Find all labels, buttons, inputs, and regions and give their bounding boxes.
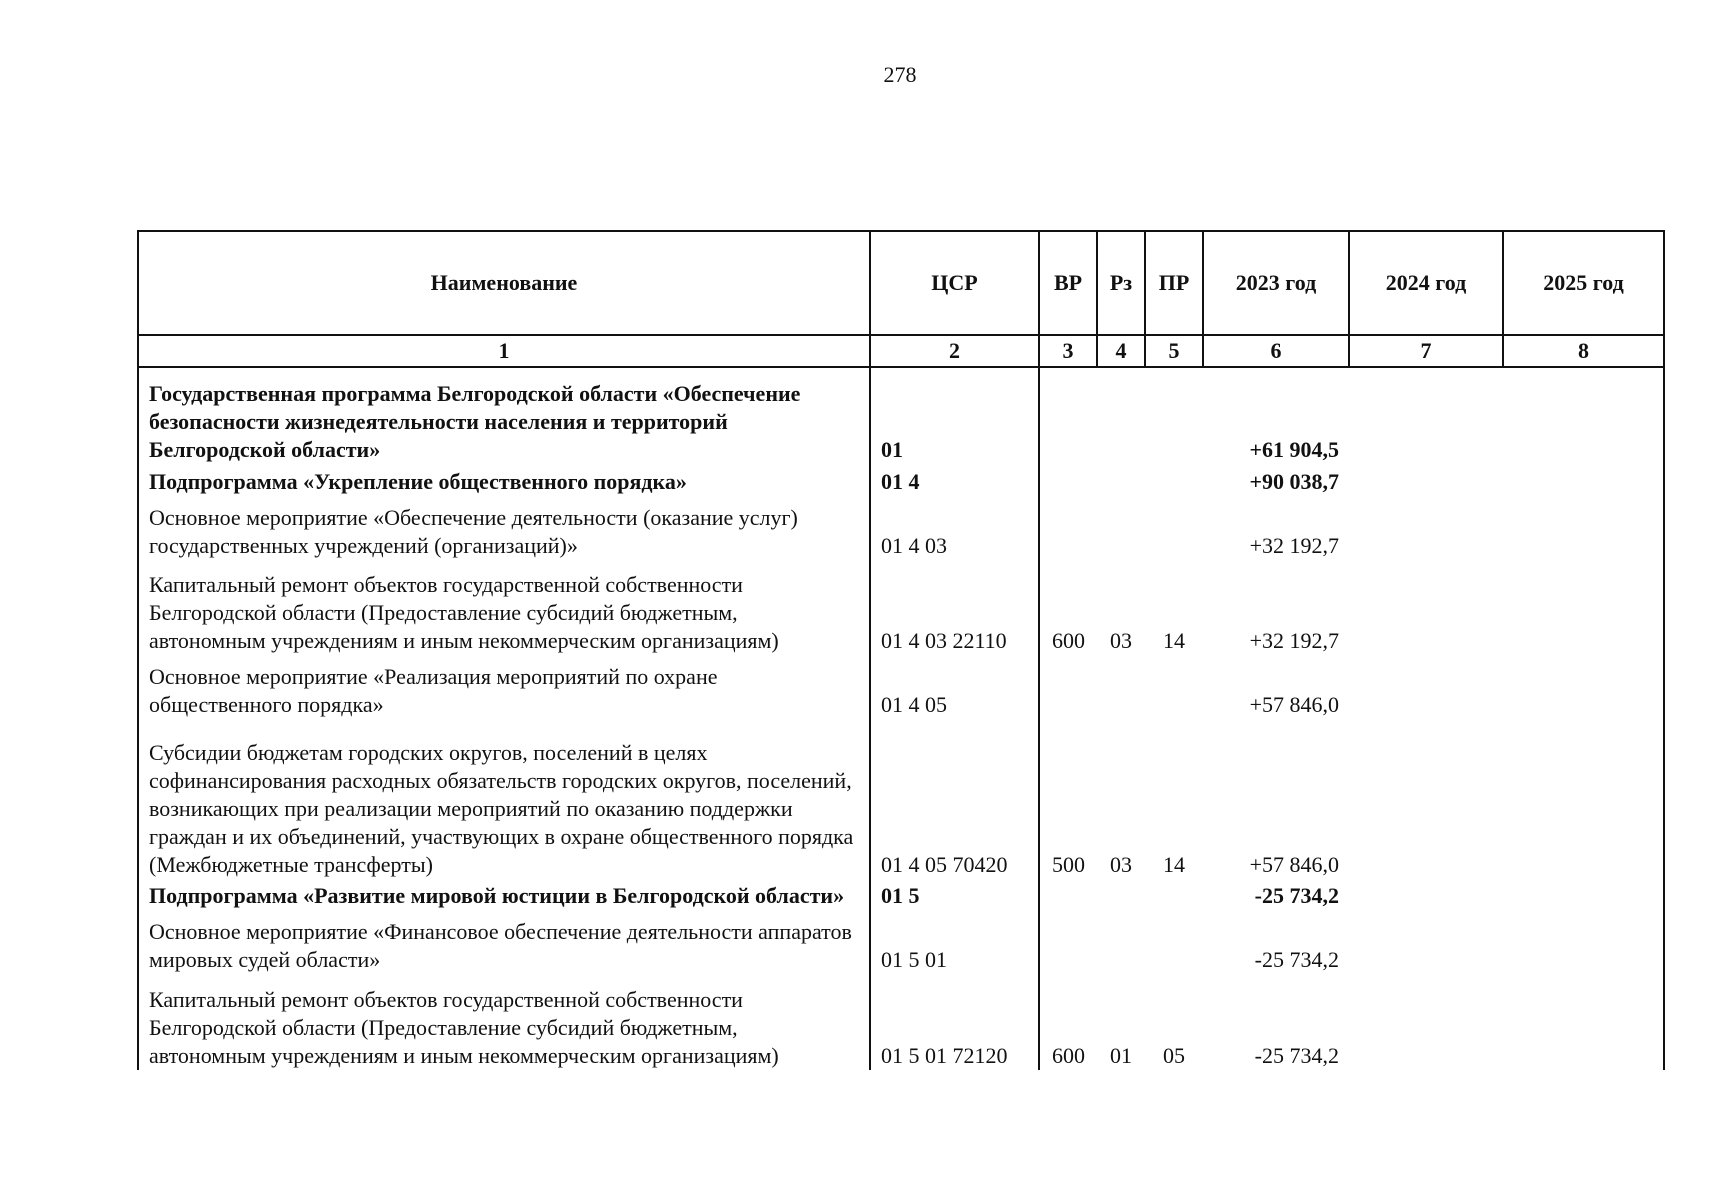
budget-table: [137, 230, 1665, 1070]
row-2024: [1349, 655, 1503, 719]
row-2025: [1503, 879, 1664, 911]
row-csr: 01 4 05 70420: [870, 719, 1039, 879]
row-2024: [1349, 910, 1503, 974]
table-row: [138, 560, 1664, 656]
row-2025: [1503, 367, 1664, 464]
row-2025: [1503, 496, 1664, 560]
row-name: Основное мероприятие «Обеспечение деятельности (оказание услуг) государственных учреждений (организаций)»: [138, 496, 870, 560]
column-number: 3: [1039, 335, 1097, 367]
column-number: 7: [1349, 335, 1503, 367]
row-vr: [1039, 910, 1097, 974]
row-csr: 01 4 03: [870, 496, 1039, 560]
row-vr: [1039, 367, 1097, 464]
row-2025: [1503, 464, 1664, 496]
row-name: Подпрограмма «Укрепление общественного порядка»: [138, 464, 870, 496]
row-2024: [1349, 560, 1503, 656]
header-2025: 2025 год: [1503, 231, 1664, 335]
row-pr: [1145, 879, 1203, 911]
row-2024: [1349, 879, 1503, 911]
row-csr: 01: [870, 367, 1039, 464]
row-2023: +61 904,5: [1249, 436, 1339, 462]
row-csr: 01 4 03 22110: [870, 560, 1039, 656]
row-pr: 14: [1163, 851, 1185, 877]
row-pr: [1145, 464, 1203, 496]
row-2023: -25 734,2: [1254, 883, 1339, 909]
row-csr: 01 4 05: [870, 655, 1039, 719]
table-row: [138, 974, 1664, 1070]
row-2023: -25 734,2: [1254, 1043, 1339, 1068]
row-name: Подпрограмма «Развитие мировой юстиции в Белгородской области»: [138, 879, 870, 911]
table-row: [138, 464, 1664, 496]
row-csr: 01 5 01 72120: [870, 974, 1039, 1070]
header-row: [138, 231, 1664, 335]
column-number: 8: [1503, 335, 1664, 367]
row-csr: 01 4: [870, 464, 1039, 496]
header-vr: ВР: [1039, 231, 1097, 335]
row-vr: 500: [1039, 719, 1097, 879]
row-2023: +90 038,7: [1249, 468, 1339, 494]
row-pr: [1145, 655, 1203, 719]
row-name: Основное мероприятие «Реализация мероприятий по охране общественного порядка»: [138, 655, 870, 719]
row-2025: [1503, 974, 1664, 1070]
row-name: Капитальный ремонт объектов государственной собственности Белгородской области (Предоставление субсидий бюджетным, автономным учреждениям и иным некоммерческим организациям): [138, 974, 870, 1070]
table-row: [138, 879, 1664, 911]
row-rz: [1097, 655, 1145, 719]
header-2024: 2024 год: [1349, 231, 1503, 335]
row-pr: [1145, 910, 1203, 974]
column-number: 4: [1097, 335, 1145, 367]
row-rz: [1097, 367, 1145, 464]
row-2023: +32 192,7: [1249, 532, 1339, 558]
column-number-row: [138, 335, 1664, 367]
row-vr: [1039, 655, 1097, 719]
row-2025: [1503, 910, 1664, 974]
row-2024: [1349, 719, 1503, 879]
row-2024: [1349, 367, 1503, 464]
table-row: [138, 719, 1664, 879]
row-2025: [1503, 560, 1664, 656]
row-name: Основное мероприятие «Финансовое обеспечение деятельности аппаратов мировых судей области»: [138, 910, 870, 974]
row-2025: [1503, 719, 1664, 879]
page-number: 278: [883, 62, 917, 87]
row-2023: -25 734,2: [1254, 947, 1339, 973]
table-row: [138, 496, 1664, 560]
row-pr: 14: [1163, 628, 1185, 654]
row-2023: +57 846,0: [1249, 851, 1339, 877]
row-rz: 01: [1110, 1043, 1132, 1068]
row-rz: [1097, 879, 1145, 911]
row-rz: 03: [1110, 628, 1132, 654]
table-row: [138, 910, 1664, 974]
row-rz: [1097, 496, 1145, 560]
header-name: Наименование: [138, 231, 870, 335]
header-rz: Рз: [1097, 231, 1145, 335]
column-number: 1: [138, 335, 870, 367]
row-pr: 05: [1163, 1043, 1185, 1068]
row-rz: [1097, 910, 1145, 974]
row-csr: 01 5: [870, 879, 1039, 911]
row-vr: 600: [1039, 974, 1097, 1070]
header-pr: ПР: [1145, 231, 1203, 335]
column-number: 5: [1145, 335, 1203, 367]
row-csr: 01 5 01: [870, 910, 1039, 974]
row-vr: [1039, 464, 1097, 496]
row-2023: +57 846,0: [1249, 692, 1339, 718]
column-number: 2: [870, 335, 1039, 367]
row-vr: [1039, 496, 1097, 560]
row-2023: +32 192,7: [1249, 628, 1339, 654]
column-number: 6: [1203, 335, 1349, 367]
row-pr: [1145, 496, 1203, 560]
row-2025: [1503, 655, 1664, 719]
row-pr: [1145, 367, 1203, 464]
table-row: [138, 367, 1664, 464]
row-name: Капитальный ремонт объектов государственной собственности Белгородской области (Предоставление субсидий бюджетным, автономным учреждениям и иным некоммерческим организациям): [138, 560, 870, 656]
row-rz: 03: [1110, 851, 1132, 877]
row-name: Государственная программа Белгородской области «Обеспечение безопасности жизнедеятельности населения и территорий Белгородской области»: [138, 367, 870, 464]
row-rz: [1097, 464, 1145, 496]
table-row: [138, 655, 1664, 719]
row-2024: [1349, 974, 1503, 1070]
header-csr: ЦСР: [870, 231, 1039, 335]
row-2024: [1349, 496, 1503, 560]
row-vr: 600: [1039, 560, 1097, 656]
row-vr: [1039, 879, 1097, 911]
header-2023: 2023 год: [1203, 231, 1349, 335]
row-name: Субсидии бюджетам городских округов, поселений в целях софинансирования расходных обязательств городских округов, поселений, возникающих при реализации мероприятий по оказанию поддержки граждан и их объединений, участвующих в охране общественного порядка (Межбюджетные трансферты): [138, 719, 870, 879]
row-2024: [1349, 464, 1503, 496]
